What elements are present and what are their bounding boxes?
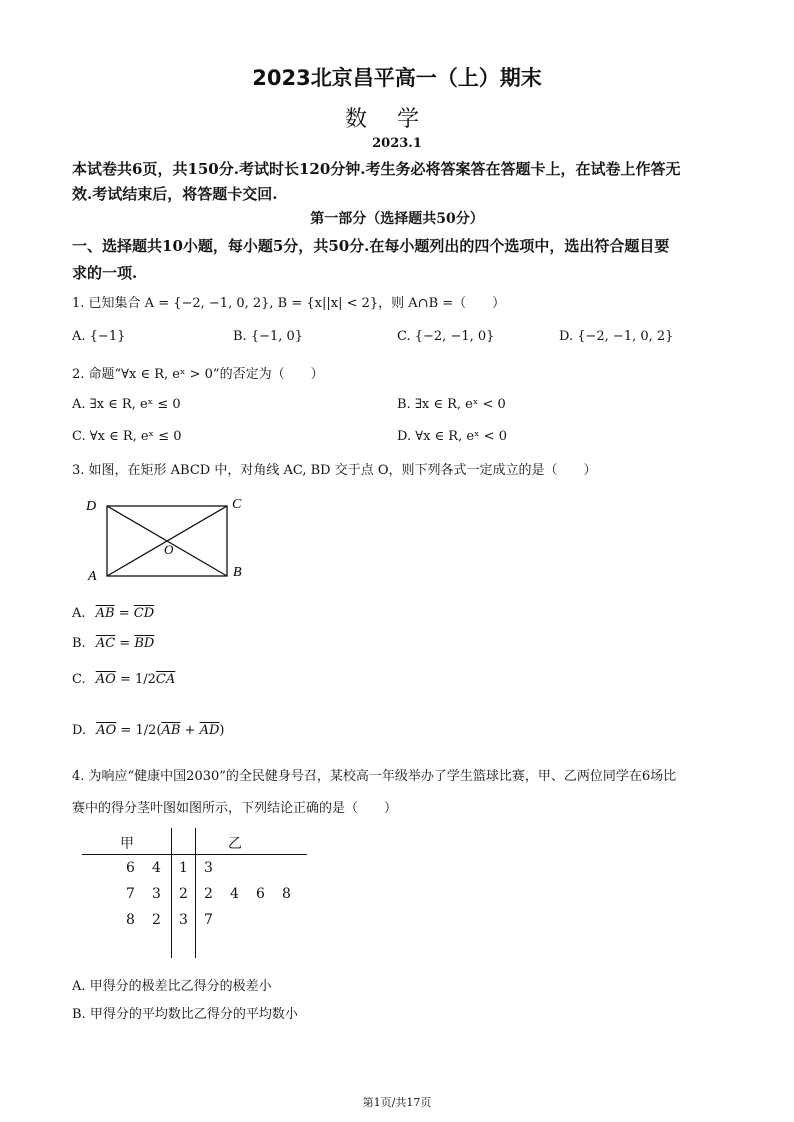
page-number: 第1页/共17页	[362, 1096, 432, 1109]
stem-value: 1	[179, 860, 188, 876]
leaf-left: 3	[152, 886, 161, 902]
question-3-option-c	[72, 672, 175, 687]
section-instructions-line-1: 一、选择题共10小题，每小题5分，共50分.在每小题列出的四个选项中，选出符合题目要	[72, 237, 670, 255]
vertex-label-c: C	[232, 497, 242, 512]
leaf-left: 2	[152, 912, 161, 928]
question-4-option-a: A. 甲得分的极差比乙得分的极差小	[72, 979, 272, 994]
subject-title: 数学	[344, 107, 449, 132]
option-letter: B.	[72, 636, 86, 651]
rectangle-figure	[80, 492, 260, 588]
vertex-label-d: D	[86, 499, 97, 514]
equals-sign: =	[115, 672, 135, 687]
question-3-option-d	[72, 723, 224, 738]
vector-cd: $\overline{CD}$	[133, 606, 155, 621]
question-1-option-b: B. {−1, 0}	[233, 329, 304, 344]
question-3-option-a	[72, 606, 154, 621]
question-1-option-d: D. {−2, −1, 0, 2}	[559, 329, 674, 344]
leaf-right: 2	[204, 886, 213, 902]
question-1-option-a: A. {−1}	[72, 329, 126, 344]
leaf-right: 7	[204, 912, 213, 928]
fraction-half: 1/2	[135, 723, 157, 738]
question-1-stem: 1. 已知集合 A = {−2, −1, 0, 2}, B = {x||x| < 2}，则 A∩B =（ ）	[72, 296, 506, 311]
stem-value: 2	[179, 886, 188, 902]
question-2-option-a: A. ∃x ∈ R, eˣ ≤ 0	[72, 397, 181, 412]
vector-ad: $\overline{AD}$	[199, 723, 220, 738]
question-2-stem: 2. 命题“∀x ∈ R, eˣ > 0”的否定为（ ）	[72, 367, 324, 382]
question-1-option-c: C. {−2, −1, 0}	[397, 329, 495, 344]
leaf-right: 4	[230, 886, 239, 902]
stem-leaf-header-right: 乙	[228, 836, 242, 852]
stem-value: 3	[179, 912, 188, 928]
equals-sign: =	[116, 723, 136, 738]
part-title: 第一部分（选择题共50分）	[310, 211, 484, 227]
leaf-right: 8	[282, 886, 291, 902]
stem-leaf-plot	[82, 828, 307, 958]
question-4-stem-line-2: 赛中的得分茎叶图如图所示，下列结论正确的是（ ）	[72, 801, 398, 816]
stem-left-line	[171, 828, 172, 958]
leaf-left: 6	[126, 860, 135, 876]
center-label-o: O	[164, 542, 174, 557]
vector-bd: $\overline{BD}$	[134, 636, 155, 651]
leaf-left: 7	[126, 886, 135, 902]
question-2-option-b: B. ∃x ∈ R, eˣ < 0	[397, 397, 506, 412]
stem-right-line	[195, 828, 196, 958]
vector-ac: $\overline{AC}$	[95, 636, 116, 651]
stem-leaf-header-left: 甲	[120, 836, 134, 852]
option-letter: C.	[72, 672, 86, 687]
question-2-option-d: D. ∀x ∈ R, eˣ < 0	[397, 429, 507, 444]
page-title: 2023北京昌平高一（上）期末	[252, 66, 542, 90]
fraction-half: 1/2	[134, 672, 156, 687]
leaf-right: 6	[256, 886, 265, 902]
exam-date: 2023.1	[372, 136, 422, 151]
vertex-label-b: B	[233, 565, 242, 580]
equals-sign: =	[114, 606, 134, 621]
instructions-line-2: 效.考试结束后，将答题卡交回.	[72, 185, 278, 203]
vector-ab: $\overline{AB}$	[161, 723, 181, 738]
section-instructions-line-2: 求的一项.	[72, 264, 138, 282]
vector-ao: $\overline{AO}$	[96, 723, 117, 738]
question-4-stem-line-1: 4. 为响应“健康中国2030”的全民健身号召，某校高一年级举办了学生篮球比赛，甲、乙两位同学在6场比	[72, 769, 677, 784]
plus-sign: +	[180, 723, 200, 738]
question-3-option-b	[72, 636, 154, 651]
vector-ab: $\overline{AB}$	[95, 606, 115, 621]
instructions-line-1: 本试卷共6页，共150分.考试时长120分钟.考生务必将答案答在答题卡上，在试卷上作答无	[72, 160, 681, 178]
equals-sign: =	[115, 636, 135, 651]
vertex-label-a: A	[88, 569, 97, 584]
open-paren: (	[156, 723, 162, 738]
leaf-right: 3	[204, 860, 213, 876]
vector-ca: $\overline{CA}$	[155, 672, 176, 687]
question-3-stem: 3. 如图，在矩形 ABCD 中，对角线 AC, BD 交于点 O，则下列各式一定成立的是（ ）	[72, 463, 597, 478]
question-4-option-b: B. 甲得分的平均数比乙得分的平均数小	[72, 1007, 298, 1022]
vector-ao: $\overline{AO}$	[95, 672, 116, 687]
close-paren: )	[219, 723, 225, 738]
leaf-left: 8	[126, 912, 135, 928]
option-letter: A.	[72, 606, 86, 621]
option-letter: D.	[72, 723, 87, 738]
question-2-option-c: C. ∀x ∈ R, eˣ ≤ 0	[72, 429, 182, 444]
leaf-left: 4	[152, 860, 161, 876]
